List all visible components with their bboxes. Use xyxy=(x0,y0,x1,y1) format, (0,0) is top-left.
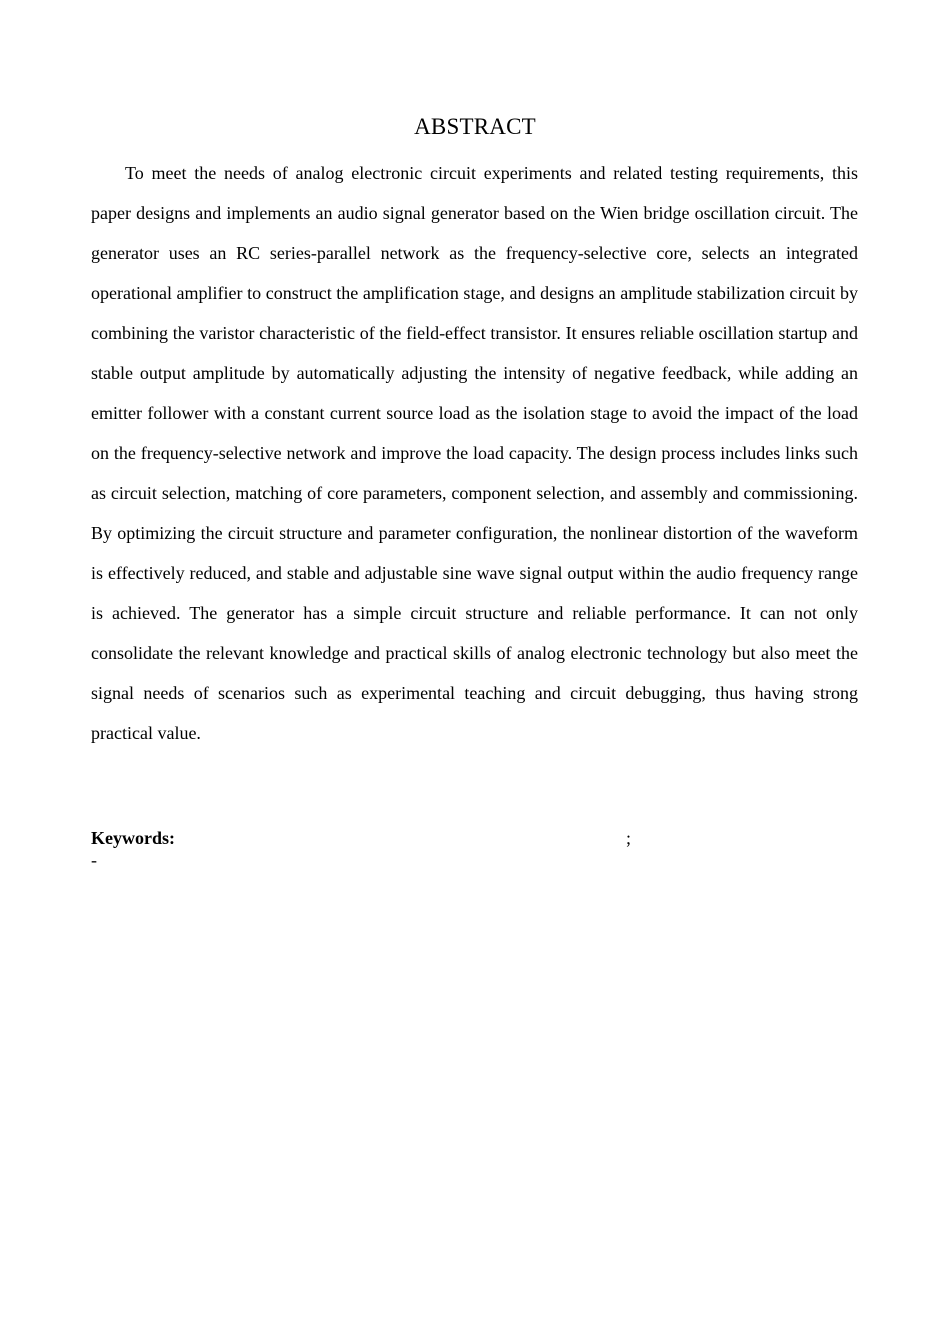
abstract-title: ABSTRACT xyxy=(414,114,536,139)
abstract-body: To meet the needs of analog electronic circuit experiments and related testing requirements, this paper designs and implements an audio signal generator based on the Wien bridge oscillation circuit. The generator uses an RC series-parallel network as the frequency-selective core, selects an integrated operational amplifier to construct the amplification stage, and designs an amplitude stabilization circuit by combining the varistor characteristic of the field-effect transistor. It ensures reliable oscillation startup and stable output amplitude by automatically adjusting the intensity of negative feedback, while adding an emitter follower with a constant current source load as the isolation stage to avoid the impact of the load on the frequency-selective network and improve the load capacity. The design process includes links such as circuit selection, matching of core parameters, component selection, and assembly and commissioning. By optimizing the circuit structure and parameter configuration, the nonlinear distortion of the waveform is effectively reduced, and stable and adjustable sine wave signal output within the audio frequency range is achieved. The generator has a simple circuit structure and reliable performance. It can not only consolidate the relevant knowledge and practical skills of analog electronic technology but also meet the signal needs of scenarios such as experimental teaching and circuit debugging, thus having strong practical value. xyxy=(91,163,858,743)
keywords-label: Keywords: xyxy=(91,828,175,848)
keywords-separator: ; xyxy=(626,828,632,848)
keywords-line xyxy=(91,826,858,850)
keywords-continuation-mark: - xyxy=(91,850,97,870)
